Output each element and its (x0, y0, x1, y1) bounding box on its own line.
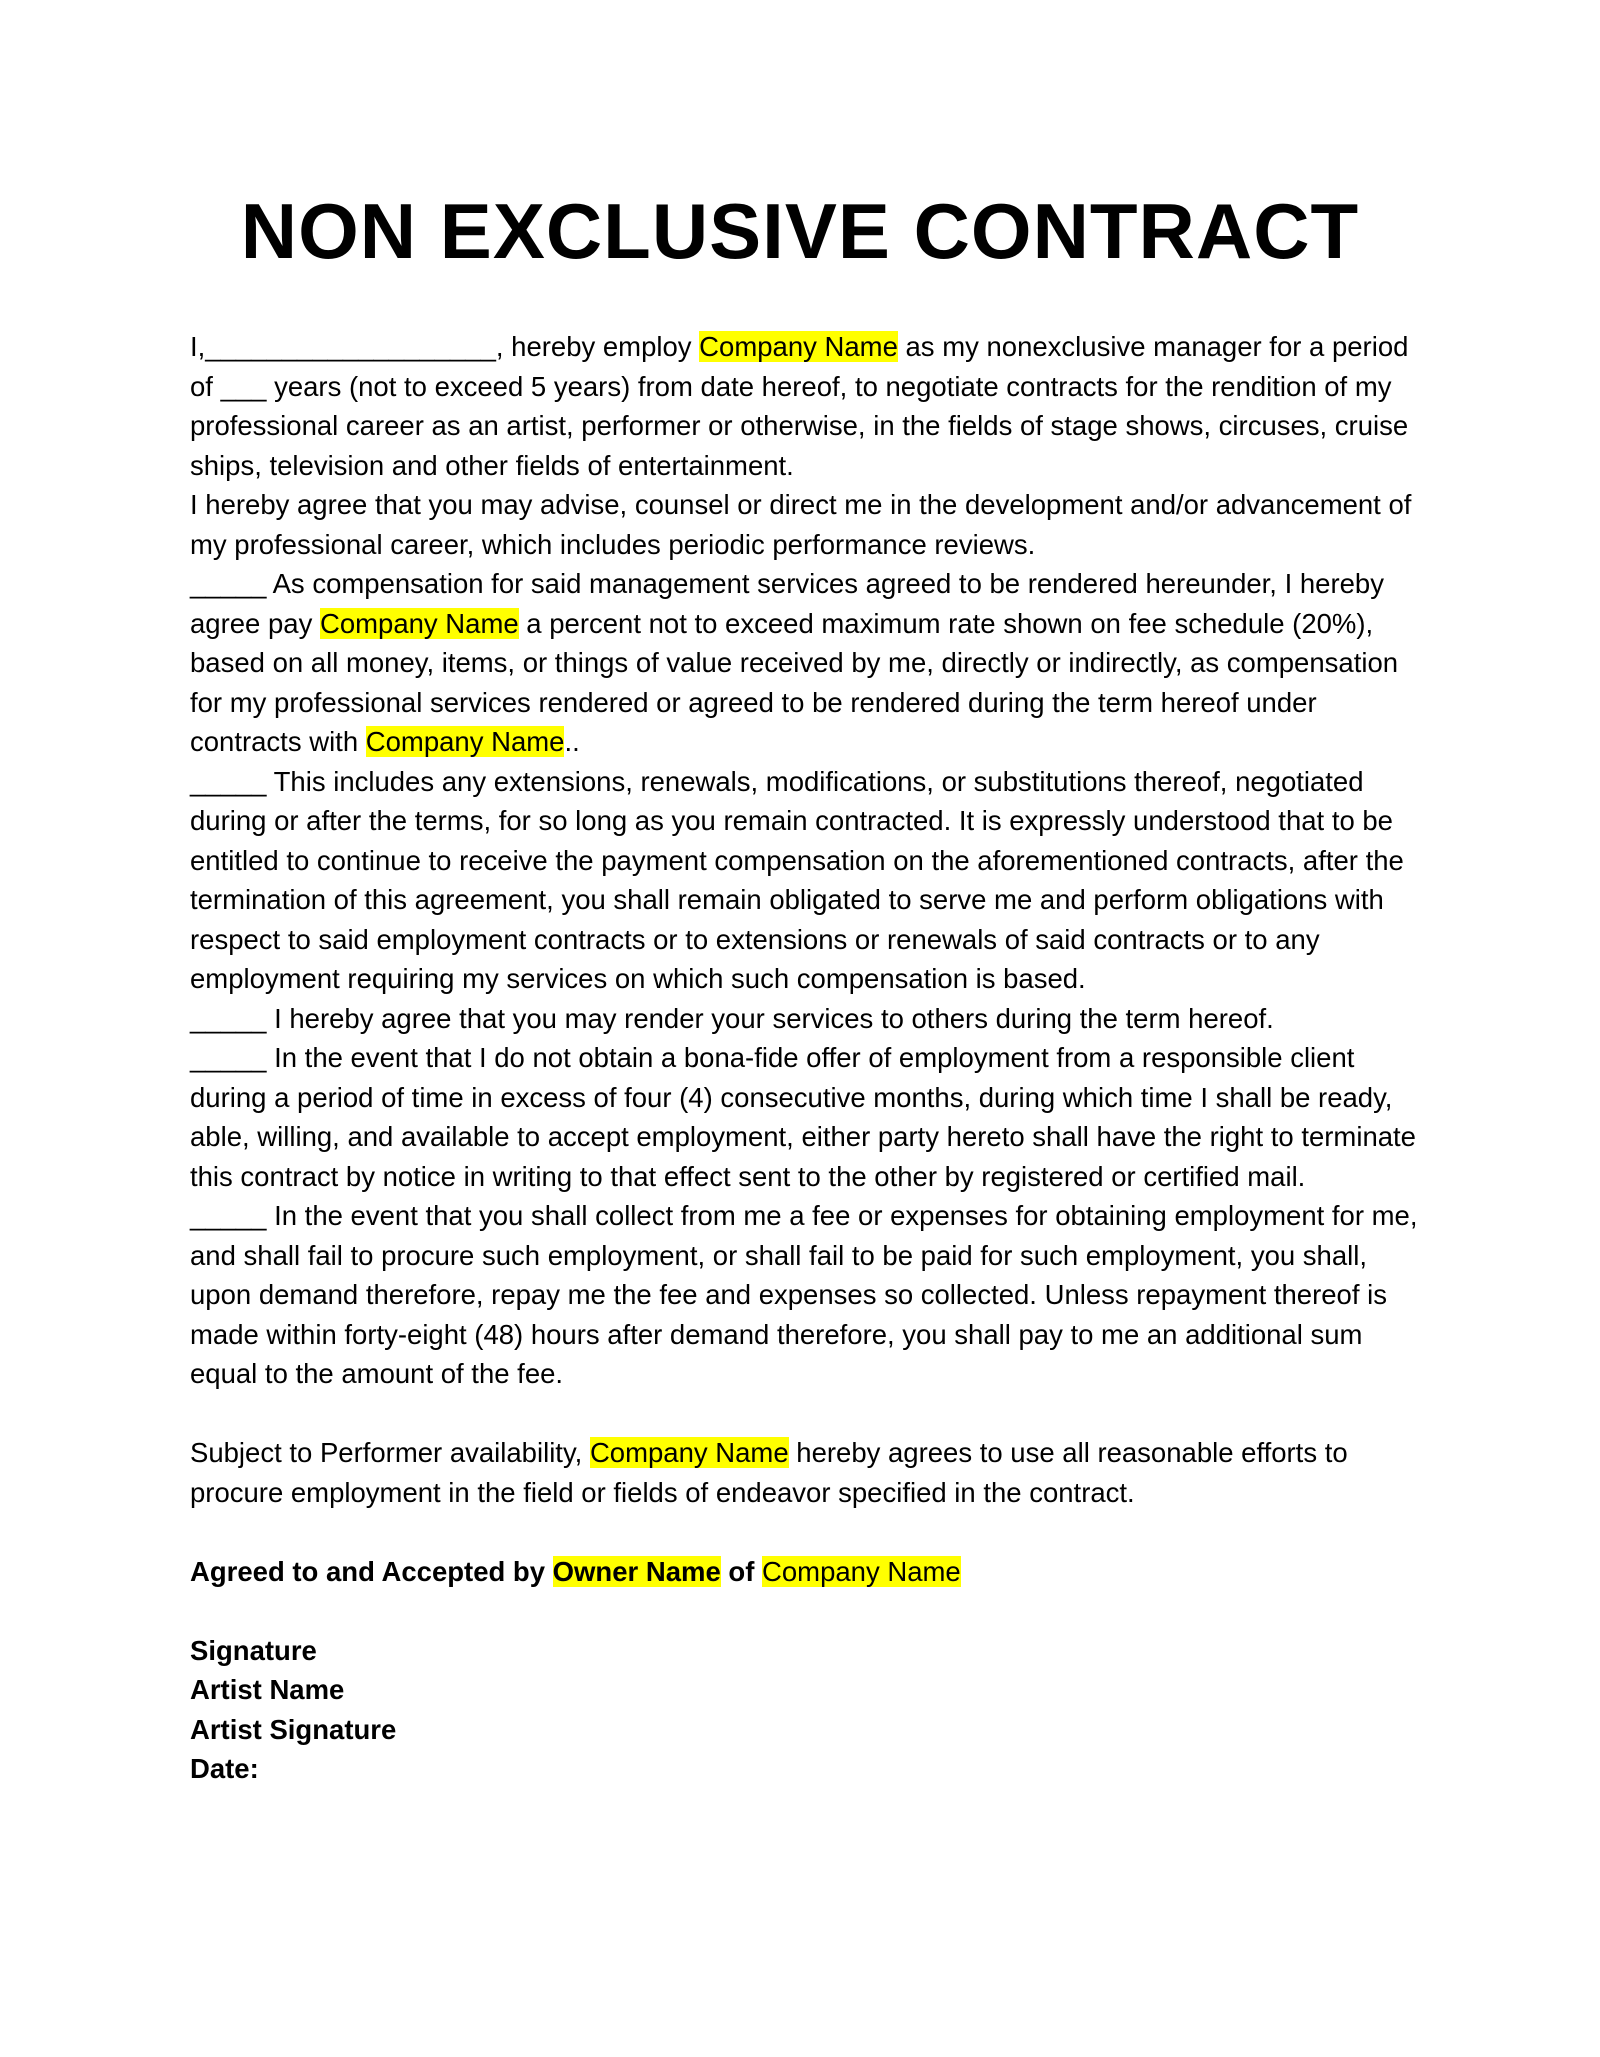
paragraph-availability (190, 1433, 1430, 1512)
accepted-by-text: Agreed to and Accepted by (190, 1555, 553, 1587)
artist-signature-label: Artist Signature (190, 1713, 397, 1745)
spacer (190, 1512, 1430, 1552)
company-name-placeholder: Company Name (365, 726, 565, 757)
artist-name-label: Artist Name (190, 1674, 345, 1705)
accepted-of-text: of (720, 1555, 763, 1587)
owner-name-placeholder: Owner Name (552, 1555, 721, 1587)
compensation-text-middle: a percent not to exceed maximum rate shown on fee schedule (20%), based on all money, items, or things of value received by me, directly or indirectly, as compensation for my professional services rendered or agreed to be rendered during the term hereof under contracts with (190, 607, 1399, 757)
compensation-text-start: _____ As compensation for said management services agreed to be rendered hereunder, I hereby agree pay (190, 568, 1384, 639)
company-name-placeholder: Company Name (319, 607, 519, 639)
availability-text-start: Subject to Performer availability, (190, 1437, 590, 1468)
paragraph-extensions: _____ This includes any extensions, renewals, modifications, or substitutions thereof, negotiated during or after the terms, for so long as you remain contracted. It is expressly understood that to be entitled to continue to receive the payment compensation on the aforementioned contracts, after the termination of this agreement, you shall remain obligated to serve me and perform obligations with respect to said employment contracts or to extensions or renewals of said contracts or to any employment requiring my services on which such compensation is based. (190, 765, 1404, 994)
company-name-placeholder: Company Name (699, 331, 898, 362)
signature-label: Signature (190, 1634, 317, 1666)
company-name-placeholder: Company Name (589, 1437, 789, 1468)
employment-text-start: I,___________________, hereby employ (190, 331, 700, 362)
paragraph-services-to-others: _____ I hereby agree that you may render your services to others during the term hereof. (190, 1002, 1274, 1034)
document-body (190, 327, 1430, 1789)
paragraph-termination: _____ In the event that I do not obtain a bona-fide offer of employment from a responsible client during a period of time in excess of four (4) consecutive months, during which time I shall be ready, able, willing, and available to accept employment, either party hereto shall have the right to terminate this contract by notice in writing to that effect sent to the other by registered or certified mail. (190, 1042, 1416, 1192)
employment-text-end: as my nonexclusive manager for a period of ___ years (not to exceed 5 years) from date hereof, to negotiate contracts for the rendition of my professional career as an artist, performer or otherwise, in the fields of stage shows, circuses, cruise ships, television and other fields of entertainment. (190, 331, 1409, 481)
document-title: NON EXCLUSIVE CONTRACT (240, 187, 1360, 275)
paragraph-fee-repayment: _____ In the event that you shall collect from me a fee or expenses for obtaining employment for me, and shall fail to procure such employment, or shall fail to be paid for such employment, you shall, upon demand therefore, repay me the fee and expenses so collected. Unless repayment thereof is made within forty-eight (48) hours after demand therefore, you shall pay to me an additional sum equal to the amount of the fee. (190, 1200, 1418, 1389)
spacer (190, 1394, 1430, 1434)
accepted-by-line (190, 1552, 1430, 1592)
paragraph-compensation (190, 564, 1430, 762)
date-label: Date: (190, 1753, 259, 1784)
company-name-placeholder: Company Name (762, 1555, 961, 1587)
availability-text-end: hereby agrees to use all reasonable efforts to procure employment in the field or fields of endeavor specified in the contract. (190, 1437, 1348, 1508)
compensation-text-end: .. (564, 726, 580, 757)
paragraph-advice: I hereby agree that you may advise, counsel or direct me in the development and/or advancement of my professional career, which includes periodic performance reviews. (190, 489, 1412, 560)
paragraph-employment (190, 327, 1430, 485)
spacer (190, 1591, 1430, 1631)
